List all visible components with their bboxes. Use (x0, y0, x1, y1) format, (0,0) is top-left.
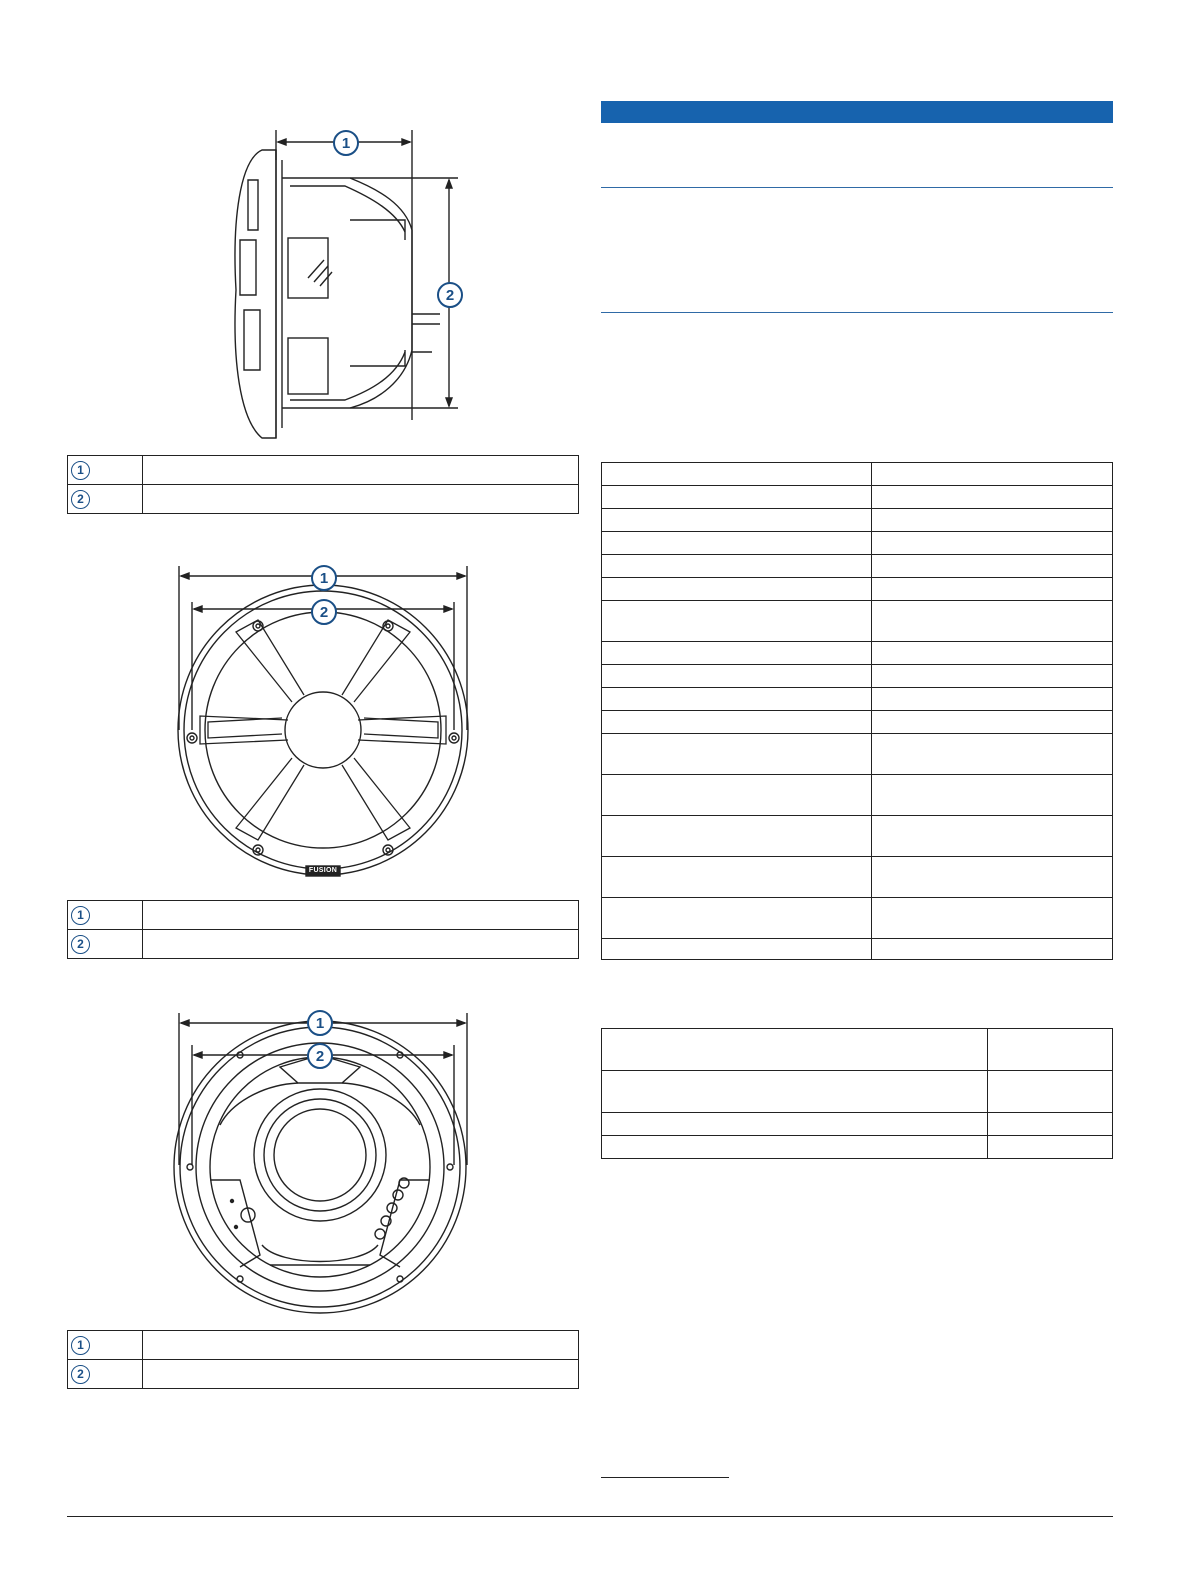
table-row (602, 532, 1113, 555)
table-row (602, 688, 1113, 711)
callout-1-badge: 1 (71, 1336, 90, 1355)
callout-table-3 (67, 1330, 579, 1389)
table-row (602, 578, 1113, 601)
table-row (602, 711, 1113, 734)
table-row (602, 816, 1113, 857)
callout-description (143, 1331, 579, 1360)
side-view-figure (200, 120, 500, 450)
secondary-table (601, 1028, 1113, 1159)
section-divider (601, 187, 1113, 188)
table-row (602, 555, 1113, 578)
table-row (68, 456, 579, 485)
callout-1: 1 (307, 1010, 333, 1036)
callout-1-badge: 1 (71, 906, 90, 925)
table-row (602, 1136, 1113, 1159)
callout-2: 2 (311, 599, 337, 625)
table-row (68, 485, 579, 514)
callout-description (143, 1360, 579, 1389)
callout-1: 1 (311, 565, 337, 591)
table-row (602, 486, 1113, 509)
table-row (602, 642, 1113, 665)
table-row (602, 601, 1113, 642)
callout-description (143, 901, 579, 930)
table-row (68, 1331, 579, 1360)
table-row (602, 463, 1113, 486)
footnote-rule (601, 1477, 729, 1478)
table-row (68, 901, 579, 930)
table-row (602, 939, 1113, 960)
callout-2-badge: 2 (71, 935, 90, 954)
table-row (602, 665, 1113, 688)
callout-description (143, 930, 579, 959)
callout-description (143, 485, 579, 514)
callout-1-badge: 1 (71, 461, 90, 480)
table-row (68, 1360, 579, 1389)
specifications-table (601, 462, 1113, 960)
section-heading-bar (601, 101, 1113, 123)
section-divider (601, 312, 1113, 313)
table-row (602, 1029, 1113, 1071)
table-row (602, 857, 1113, 898)
table-row (602, 775, 1113, 816)
callout-2-badge: 2 (71, 490, 90, 509)
table-row (602, 898, 1113, 939)
callout-table-1 (67, 455, 579, 514)
table-row (68, 930, 579, 959)
callout-table-2 (67, 900, 579, 959)
table-row (602, 734, 1113, 775)
rear-view-figure (170, 1005, 480, 1325)
table-row (602, 509, 1113, 532)
callout-2: 2 (307, 1043, 333, 1069)
table-row (602, 1071, 1113, 1113)
callout-description (143, 456, 579, 485)
callout-2-badge: 2 (71, 1365, 90, 1384)
table-row (602, 1113, 1113, 1136)
front-grille-figure (170, 560, 480, 890)
callout-1: 1 (333, 130, 359, 156)
callout-2: 2 (437, 282, 463, 308)
fusion-logo: FUSION (308, 867, 338, 874)
footer-rule (67, 1516, 1113, 1517)
